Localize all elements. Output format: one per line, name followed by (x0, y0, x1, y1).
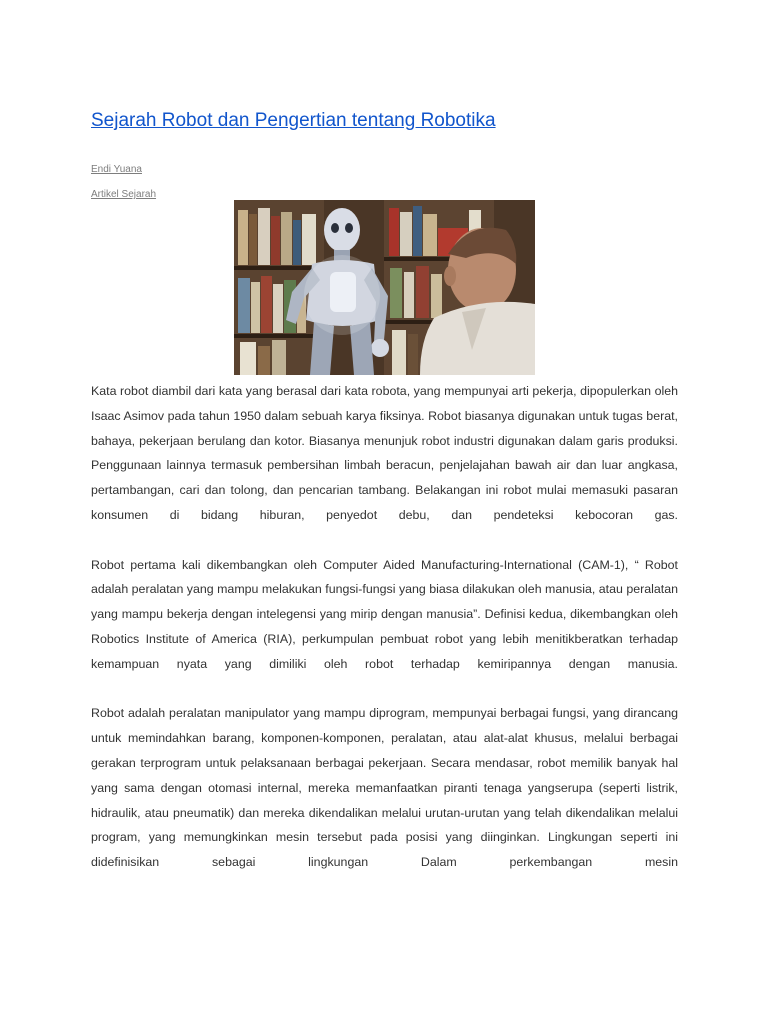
author-link[interactable]: Endi Yuana (91, 164, 142, 175)
category-link[interactable]: Artikel Sejarah (91, 189, 157, 200)
article-title-link[interactable]: Sejarah Robot dan Pengertian tentang Robotika (91, 110, 496, 131)
paragraph: Robot pertama kali dikembangkan oleh Computer Aided Manufacturing-International (CAM-1), “ Robot adalah peralatan yang mampu melakukan fungsi-fungsi yang biasa dilakukan oleh manusia, atau peralatan yang mampu bekerja dengan intelegensi yang mirip dengan manusia”. Definisi kedua, dikembangkan oleh Robotics Institute of America (RIA), perkumpulan pembuat robot yang lebih menitikberatkan terhadap kemampuan nyata yang dimiliki oleh robot terhadap kemiripannya dengan manusia. (91, 557, 678, 671)
paragraph: Robot adalah peralatan manipulator yang mampu diprogram, mempunyai berbagai fungsi, yang dirancang untuk memindahkan barang, komponen-komponen, peralatan, atau alat-alat khusus, melalui berbagai gerakan terprogram untuk pelaksanaan berbagai pekerjaan. Secara mendasar, robot memilik banyak hal yang sama dengan otomasi internal, mereka memanfaatkan piranti tenaga yangserupa (seperti listrik, hidraulik, atau pneumatik) dan mereka dikendalikan melalui urutan-urutan yang telah dikendalikan melalui program, yang memungkinkan mesin tersebut pada posisi yang diinginkan. Lingkungan seperti ini didefinisikan sebagai lingkungan Dalam perkembangan mesin (91, 706, 678, 870)
robot-photo (234, 200, 535, 375)
paragraph: Kata robot diambil dari kata yang berasal dari kata robota, yang mempunyai arti pekerja, dipopulerkan oleh Isaac Asimov pada tahun 1950 dalam sebuah karya fiksinya. Robot biasanya digunakan untuk tugas berat, bahaya, pekerjaan berulang dan kotor. Biasanya menunjuk robot industri digunakan dalam garis produksi. Penggunaan lainnya termasuk pembersihan limbah beracun, penjelajahan bawah air dan luar angkasa, pertambangan, cari dan tolong, dan pencarian tambang. Belakangan ini robot mulai memasuki pasaran konsumen di bidang hiburan, penyedot debu, dan pendeteksi kebocoran gas. (91, 384, 678, 522)
article-body (91, 379, 678, 900)
